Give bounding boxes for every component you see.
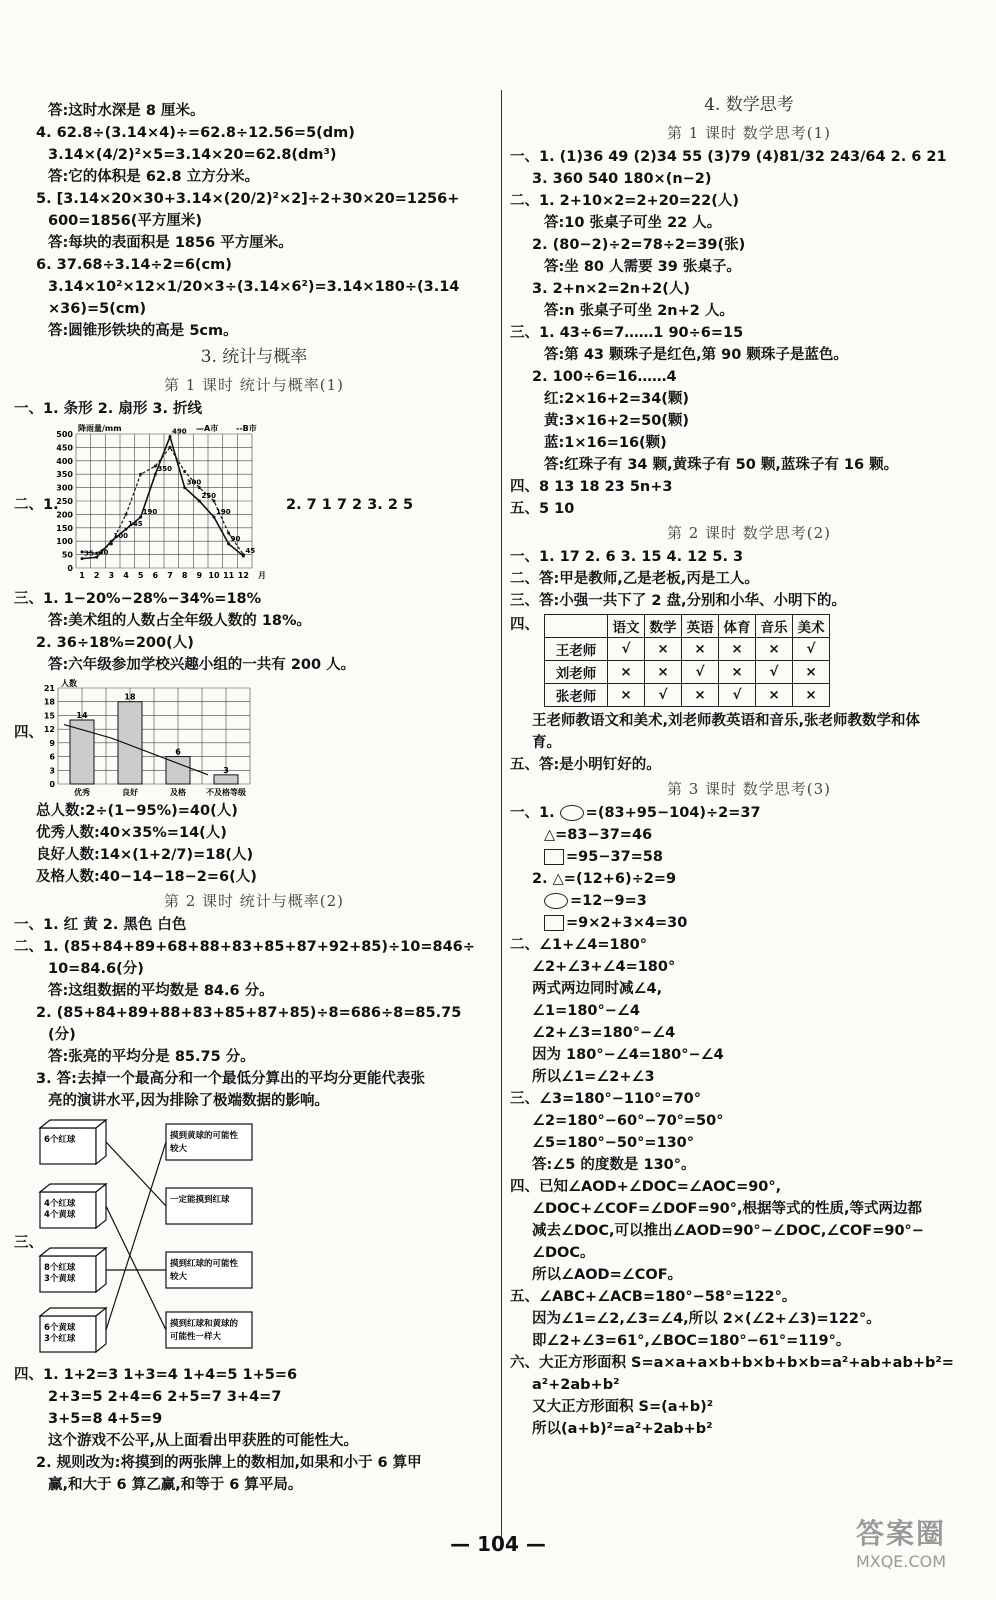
answer-line: 三、∠3=180°−110°=70°	[510, 1091, 701, 1107]
answer-line: 二、1. 2+10×2=2+20=22(人)	[510, 193, 739, 209]
answer-line: ×36)=5(cm)	[48, 301, 147, 317]
data-label: 490	[172, 427, 187, 436]
answer-line: 3. 2+n×2=2n+2(人)	[532, 281, 690, 297]
answer-line: 5. [3.14×20×30+3.14×(20/2)²×2]÷2+30×20=1256+	[36, 191, 460, 207]
x-tick-label: 1	[79, 571, 85, 580]
data-label: 145	[128, 520, 143, 529]
answer-line: 四、8 13 18 23 5n+3	[510, 479, 673, 495]
answer-line: 3.14×(4/2)²×5=3.14×20=62.8(dm³)	[48, 147, 337, 163]
y-tick-label: 18	[43, 697, 55, 707]
answer-line: 4. 62.8÷(3.14×4)÷=62.8÷12.56=5(dm)	[36, 125, 355, 141]
x-category-label: 良好	[122, 788, 138, 797]
data-label: 35	[84, 549, 94, 558]
answer-line: 3. 答:去掉一个最高分和一个最低分算出的平均分更能代表张	[36, 1071, 425, 1087]
box-text: 6个红球	[44, 1135, 76, 1145]
answer-line: 所以(a+b)²=a²+2ab+b²	[532, 1421, 713, 1437]
answer-line: 一、1. (1)36 49 (2)34 55 (3)79 (4)81/32 243/64 2. 6 21	[510, 149, 947, 165]
box-text: 8个红球	[44, 1263, 76, 1273]
right-block-a	[510, 146, 988, 520]
x-tick-label: 5	[137, 571, 144, 580]
watermark-text: 答案圈	[855, 1517, 946, 1550]
answer-line: 黄:3×16+2=50(颗)	[544, 413, 690, 429]
y-tick-label: 450	[56, 443, 73, 453]
table-cell: √	[682, 661, 719, 684]
answer-line: 三、1. 43÷6=7……1 90÷6=15	[510, 325, 744, 341]
ball-box	[40, 1128, 96, 1164]
right-block-b	[510, 546, 988, 612]
answer-line: ∠2+∠3+∠4=180°	[532, 959, 676, 975]
table-cell: ×	[608, 684, 645, 707]
left-block-b	[14, 398, 494, 420]
bar-label: 6	[175, 747, 181, 757]
y-tick-label: 250	[56, 497, 73, 506]
answer-line: 一、1. 条形 2. 扇形 3. 折线	[14, 401, 203, 417]
x-tick-label: 3	[108, 571, 115, 580]
answer-line: 答:圆锥形铁块的高是 5cm。	[48, 323, 238, 339]
eq-triangle-2: 2. △=(12+6)÷2=9	[532, 871, 677, 887]
data-point	[110, 542, 113, 545]
ball-matching-figure	[14, 1112, 494, 1364]
table-cell: ×	[793, 684, 830, 707]
y-tick-label: 21	[43, 684, 55, 693]
data-point	[183, 470, 186, 473]
data-point	[242, 553, 245, 556]
data-point	[227, 532, 230, 535]
answer-line: 及格人数:40−14−18−2=6(人)	[36, 869, 257, 885]
table-cell: √	[645, 684, 682, 707]
ball-box-side	[96, 1308, 106, 1352]
answer-line: ∠5=180°−50°=130°	[532, 1135, 694, 1151]
y-tick-label: 6	[49, 752, 55, 762]
answer-line: 10=84.6(分)	[48, 961, 144, 977]
ball-box-top	[40, 1120, 106, 1128]
eq-circle-2	[510, 890, 988, 912]
answer-line: 答:每块的表面积是 1856 平方厘米。	[48, 235, 293, 251]
box-text: 4个红球	[44, 1199, 76, 1209]
teacher-table-row	[510, 612, 988, 710]
x-tick-label: 4	[123, 571, 129, 580]
y-tick-label: 50	[61, 550, 73, 560]
bar-label: 3	[223, 765, 229, 775]
data-label: 190	[216, 508, 231, 517]
lesson-title-math-2: 第 2 课时 数学思考(2)	[666, 524, 832, 542]
y-tick-label: 9	[49, 738, 55, 748]
answer-line: 2. 规则改为:将摸到的两张牌上的数相加,如果和小于 6 算甲	[36, 1455, 422, 1471]
y-axis-label: 降雨量/mm	[78, 424, 122, 433]
answer-line: 两式两边同时减∠4,	[532, 981, 663, 997]
watermark-url: MXQE.COM	[855, 1552, 947, 1571]
table-cell: ×	[608, 661, 645, 684]
answer-line: ∠1=180°−∠4	[532, 1003, 640, 1019]
y-tick-label: 200	[56, 510, 73, 520]
data-point	[139, 473, 142, 476]
answer-line: 因为∠1=∠2,∠3=∠4,所以 2×(∠2+∠3)=122°。	[532, 1311, 881, 1327]
table-cell: 数学	[645, 615, 682, 638]
answer-line: 2. (85+84+89+88+83+85+87+85)÷8=686÷8=85.75	[36, 1005, 462, 1021]
table-cell: 刘老师	[545, 661, 608, 684]
answer-line: 答:第 43 颗珠子是红色,第 90 颗珠子是蓝色。	[544, 347, 848, 363]
answer-line: 答:红珠子有 34 颗,黄珠子有 50 颗,蓝珠子有 16 颗。	[544, 457, 899, 473]
data-label: 90	[230, 534, 241, 543]
answer-line: 2+3=5 2+4=6 2+5=7 3+4=7	[48, 1389, 282, 1405]
y-tick-label: 3	[49, 766, 55, 776]
answer-line: 赢,和大于 6 算乙赢,和等于 6 算平局。	[48, 1477, 303, 1493]
ball-box-top	[40, 1184, 106, 1192]
answer-line: 二、答:甲是教师,乙是老板,丙是工人。	[510, 571, 759, 587]
circle-shape-icon	[560, 805, 584, 821]
x-tick-label: 10	[208, 571, 220, 580]
table-cell	[545, 615, 608, 638]
bar	[214, 775, 238, 784]
answer-line: 育。	[532, 735, 561, 751]
result-box	[166, 1124, 252, 1160]
square-shape-icon	[544, 849, 564, 865]
table-row	[545, 684, 830, 707]
chart1-right-answers: 2. 7 1 7 2 3. 2 5	[286, 497, 414, 513]
left-block-a	[14, 100, 494, 342]
x-category-label: 及格	[170, 788, 186, 797]
bar-label: 14	[76, 711, 88, 720]
table-cell: ×	[756, 638, 793, 661]
chart1-label: 二、1.	[14, 497, 59, 513]
answer-line: ∠2+∠3=180°−∠4	[532, 1025, 676, 1041]
table-row	[545, 638, 830, 661]
table-cell: √	[793, 638, 830, 661]
data-label: 350	[157, 465, 172, 474]
data-point	[125, 513, 128, 516]
x-tick-label: 11	[223, 571, 235, 580]
answer-line: 2. (80−2)÷2=78÷2=39(张)	[532, 237, 746, 253]
answer-line: 这个游戏不公平,从上面看出甲获胜的可能性大。	[48, 1433, 359, 1449]
data-label: 40	[98, 548, 109, 557]
watermark-logo	[816, 1512, 986, 1590]
answer-line: 答:美术组的人数占全年级人数的 18%。	[48, 613, 312, 629]
x-unit-label: 月	[258, 571, 266, 580]
legend-a: —A市	[196, 424, 219, 433]
matching-diagram	[24, 1112, 264, 1364]
answer-line: 四、1. 1+2=3 1+3=4 1+4=5 1+5=6	[14, 1367, 298, 1383]
eq-square-2	[510, 912, 988, 934]
right-column	[510, 90, 988, 1440]
table-cell: ×	[645, 661, 682, 684]
data-label: 100	[113, 532, 128, 541]
grade-chart-row	[14, 676, 494, 800]
lesson-title-stat-1: 第 1 课时 统计与概率(1)	[163, 376, 345, 394]
data-point	[81, 550, 84, 553]
table-cell: ×	[793, 661, 830, 684]
table-cell: 张老师	[545, 684, 608, 707]
data-point	[198, 486, 201, 489]
shape-equations	[510, 802, 988, 934]
bar-label: 18	[124, 692, 136, 702]
result-text: 可能性一样大	[170, 1332, 222, 1342]
match-line	[106, 1142, 166, 1330]
answer-line: 答:它的体积是 62.8 立方分米。	[48, 169, 260, 185]
y-tick-label: 150	[56, 523, 73, 533]
answer-line: 二、∠1+∠4=180°	[510, 937, 647, 953]
data-point	[169, 446, 172, 449]
data-label: 250	[201, 492, 216, 500]
square-shape-icon	[544, 915, 564, 931]
result-box	[166, 1252, 252, 1288]
match-line	[106, 1142, 166, 1206]
x-tick-label: 2	[93, 571, 100, 580]
answer-line: 答:坐 80 人需要 39 张桌子。	[544, 259, 741, 275]
answer-line: 3.14×10²×12×1/20×3÷(3.14×6²)=3.14×180÷(3.14	[48, 279, 460, 295]
data-point	[154, 465, 157, 468]
table-cell: 王老师	[545, 638, 608, 661]
answer-line: 总人数:2÷(1−95%)=40(人)	[36, 803, 238, 819]
answer-line: 答:这组数据的平均数是 84.6 分。	[48, 983, 274, 999]
result-text: 摸到黄球的可能性	[170, 1131, 239, 1141]
data-label: 300	[186, 478, 202, 487]
result-text: 摸到红球的可能性	[170, 1259, 239, 1269]
ball-box-side	[96, 1248, 106, 1292]
ball-box-side	[96, 1120, 106, 1164]
answer-line: 所以∠1=∠2+∠3	[532, 1069, 655, 1085]
match-label: 三、	[14, 1235, 43, 1251]
result-text: 摸到红球和黄球的	[170, 1319, 239, 1329]
eq-label: 一、1.	[510, 805, 555, 821]
answer-line: 五、5 10	[510, 501, 575, 517]
answer-line: 四、已知∠AOD+∠DOC=∠AOC=90°,	[510, 1179, 782, 1195]
x-tick-label: 9	[196, 571, 203, 580]
right-block-c	[510, 710, 988, 776]
table-cell: 美术	[793, 615, 830, 638]
answer-line: 答:n 张桌子可坐 2n+2 人。	[544, 303, 734, 319]
lesson-title-math-3: 第 3 课时 数学思考(3)	[666, 780, 832, 798]
result-box	[166, 1188, 252, 1224]
teacher-subject-table	[544, 614, 830, 707]
left-column	[14, 100, 494, 1496]
lesson-title-stat-2: 第 2 课时 统计与概率(2)	[163, 892, 345, 910]
result-text: 较大	[170, 1272, 188, 1282]
y-tick-label: 0	[49, 780, 55, 789]
rainfall-chart-row	[14, 420, 494, 588]
answer-line: 即∠2+∠3=61°,∠BOC=180°−61°=119°。	[532, 1333, 851, 1349]
answer-line: 答:张亮的平均分是 85.75 分。	[48, 1049, 255, 1065]
answer-line: 600=1856(平方厘米)	[48, 213, 203, 229]
right-block-e	[510, 934, 988, 1440]
chart2-label: 四、	[14, 725, 43, 741]
answer-line: 良好人数:14×(1+2/7)=18(人)	[36, 847, 254, 863]
eq-circle-1-text: =(83+95−104)÷2=37	[585, 805, 761, 821]
answer-line: 因为 180°−∠4=180°−∠4	[532, 1047, 724, 1063]
answer-line: ∠DOC。	[532, 1245, 595, 1261]
left-block-d	[14, 800, 494, 888]
page-number: — 104 —	[450, 1532, 546, 1556]
table-cell: ×	[756, 684, 793, 707]
y-tick-label: 400	[56, 456, 73, 466]
box-text: 3个红球	[44, 1334, 76, 1344]
table-cell: √	[756, 661, 793, 684]
section-title-statistics: 3. 统计与概率	[200, 347, 308, 367]
data-label: 45	[245, 546, 256, 555]
eq-square-1	[510, 846, 988, 868]
answer-line: 6. 37.68÷3.14÷2=6(cm)	[36, 257, 232, 273]
table-cell: 体育	[719, 615, 756, 638]
left-block-c	[14, 588, 494, 676]
table-cell: 英语	[682, 615, 719, 638]
result-text: 一定能摸到红球	[170, 1195, 230, 1205]
circle-shape-icon	[544, 893, 568, 909]
answer-line: 三、1. 1−20%−28%−34%=18%	[14, 591, 262, 607]
legend-b: --B市	[236, 424, 257, 433]
match-line	[106, 1206, 166, 1330]
data-label: 190	[142, 508, 158, 517]
result-text: 较大	[170, 1144, 188, 1154]
table-label: 四、	[510, 617, 539, 633]
answer-line: ∠2=180°−60°−70°=50°	[532, 1113, 724, 1129]
answer-line: 五、答:是小明钉好的。	[510, 757, 661, 773]
y-tick-label: 350	[56, 470, 73, 480]
eq-circle-2-text: =12−9=3	[570, 893, 647, 909]
answer-line: 蓝:1×16=16(颗)	[544, 435, 667, 451]
bar	[118, 702, 142, 784]
table-header-row	[545, 615, 830, 638]
answer-line: 五、∠ABC+∠ACB=180°−58°=122°。	[510, 1289, 797, 1305]
answer-line: (分)	[48, 1027, 76, 1043]
answer-line: 又大正方形面积 S=(a+b)²	[532, 1399, 714, 1415]
answer-line: 3+5=8 4+5=9	[48, 1411, 163, 1427]
answer-line: 答:这时水深是 8 厘米。	[48, 103, 205, 119]
x-tick-label: 8	[181, 571, 188, 580]
table-row	[545, 661, 830, 684]
ball-box-top	[40, 1248, 106, 1256]
answer-line: ∠DOC+∠COF=∠DOF=90°,根据等式的性质,等式两边都	[532, 1201, 923, 1217]
answer-line: 减去∠DOC,可以推出∠AOD=90°−∠DOC,∠COF=90°−	[532, 1223, 924, 1239]
box-text: 3个黄球	[44, 1274, 76, 1284]
x-category-label: 优秀	[74, 788, 90, 797]
left-block-e	[14, 914, 494, 1112]
table-cell: ×	[682, 638, 719, 661]
result-box	[166, 1312, 252, 1348]
answer-line: 3. 360 540 180×(n−2)	[532, 171, 712, 187]
answer-line: 答:∠5 的度数是 130°。	[532, 1157, 696, 1173]
y-tick-label: 100	[56, 537, 73, 547]
ball-box-top	[40, 1308, 106, 1316]
y-tick-label: 500	[56, 430, 73, 439]
answer-line: 2. 100÷6=16……4	[532, 369, 677, 385]
answer-line: 答:10 张桌子可坐 22 人。	[544, 215, 722, 231]
answer-line: 答:六年级参加学校兴趣小组的一共有 200 人。	[48, 657, 356, 673]
answer-line: 优秀人数:40×35%=14(人)	[36, 825, 227, 841]
data-point	[213, 500, 216, 503]
y-tick-label: 15	[43, 711, 55, 721]
answer-line: 亮的演讲水平,因为排除了极端数据的影响。	[48, 1093, 330, 1109]
left-block-f	[14, 1364, 494, 1496]
answer-line: 二、1. (85+84+89+68+88+83+85+87+92+85)÷10=846÷	[14, 939, 475, 955]
answer-line: 一、1. 17 2. 6 3. 15 4. 12 5. 3	[510, 549, 744, 565]
table-cell: √	[608, 638, 645, 661]
y-tick-label: 300	[56, 483, 73, 493]
data-point	[95, 552, 98, 555]
table-cell: ×	[682, 684, 719, 707]
eq-triangle-1: △=83−37=46	[544, 827, 653, 843]
table-cell: √	[719, 684, 756, 707]
answer-line: a²+2ab+b²	[532, 1377, 620, 1393]
rainfall-line-chart	[42, 420, 272, 588]
lesson-title-math-1: 第 1 课时 数学思考(1)	[666, 124, 832, 142]
answer-line: 所以∠AOD=∠COF。	[532, 1267, 683, 1283]
table-cell: ×	[719, 638, 756, 661]
table-cell: ×	[719, 661, 756, 684]
grade-bar-chart	[28, 676, 258, 800]
x-tick-label: 12	[237, 571, 249, 580]
box-text: 4个黄球	[44, 1210, 76, 1220]
answer-line: 三、答:小强一共下了 2 盘,分别和小华、小明下的。	[510, 593, 846, 609]
table-cell: 语文	[608, 615, 645, 638]
x-tick-label: 6	[152, 571, 159, 580]
series-line-a	[82, 437, 243, 559]
eq-square-1-text: =95−37=58	[566, 849, 663, 865]
answer-line: 六、大正方形面积 S=a×a+a×b+b×b+b×b=a²+ab+ab+b²=	[510, 1355, 954, 1371]
y-axis-label: 人数	[61, 679, 77, 688]
y-tick-label: 0	[67, 564, 73, 573]
answer-line: 王老师教语文和美术,刘老师教英语和音乐,张老师教数学和体	[532, 713, 921, 729]
table-cell: 音乐	[756, 615, 793, 638]
answer-line: 一、1. 红 黄 2. 黑色 白色	[14, 917, 187, 933]
y-tick-label: 12	[43, 725, 55, 735]
x-category-label: 不及格等级	[206, 788, 246, 797]
answer-line: 2. 36÷18%=200(人)	[36, 635, 194, 651]
answer-line: 红:2×16+2=34(颗)	[544, 391, 690, 407]
table-cell: ×	[645, 638, 682, 661]
eq-circle-1	[510, 802, 988, 824]
ball-box-side	[96, 1184, 106, 1228]
eq-square-2-text: =9×2+3×4=30	[566, 915, 688, 931]
column-divider	[501, 90, 502, 1540]
x-tick-label: 7	[167, 571, 173, 580]
section-title-math-thinking: 4. 数学思考	[704, 95, 794, 115]
box-text: 6个黄球	[44, 1323, 76, 1333]
